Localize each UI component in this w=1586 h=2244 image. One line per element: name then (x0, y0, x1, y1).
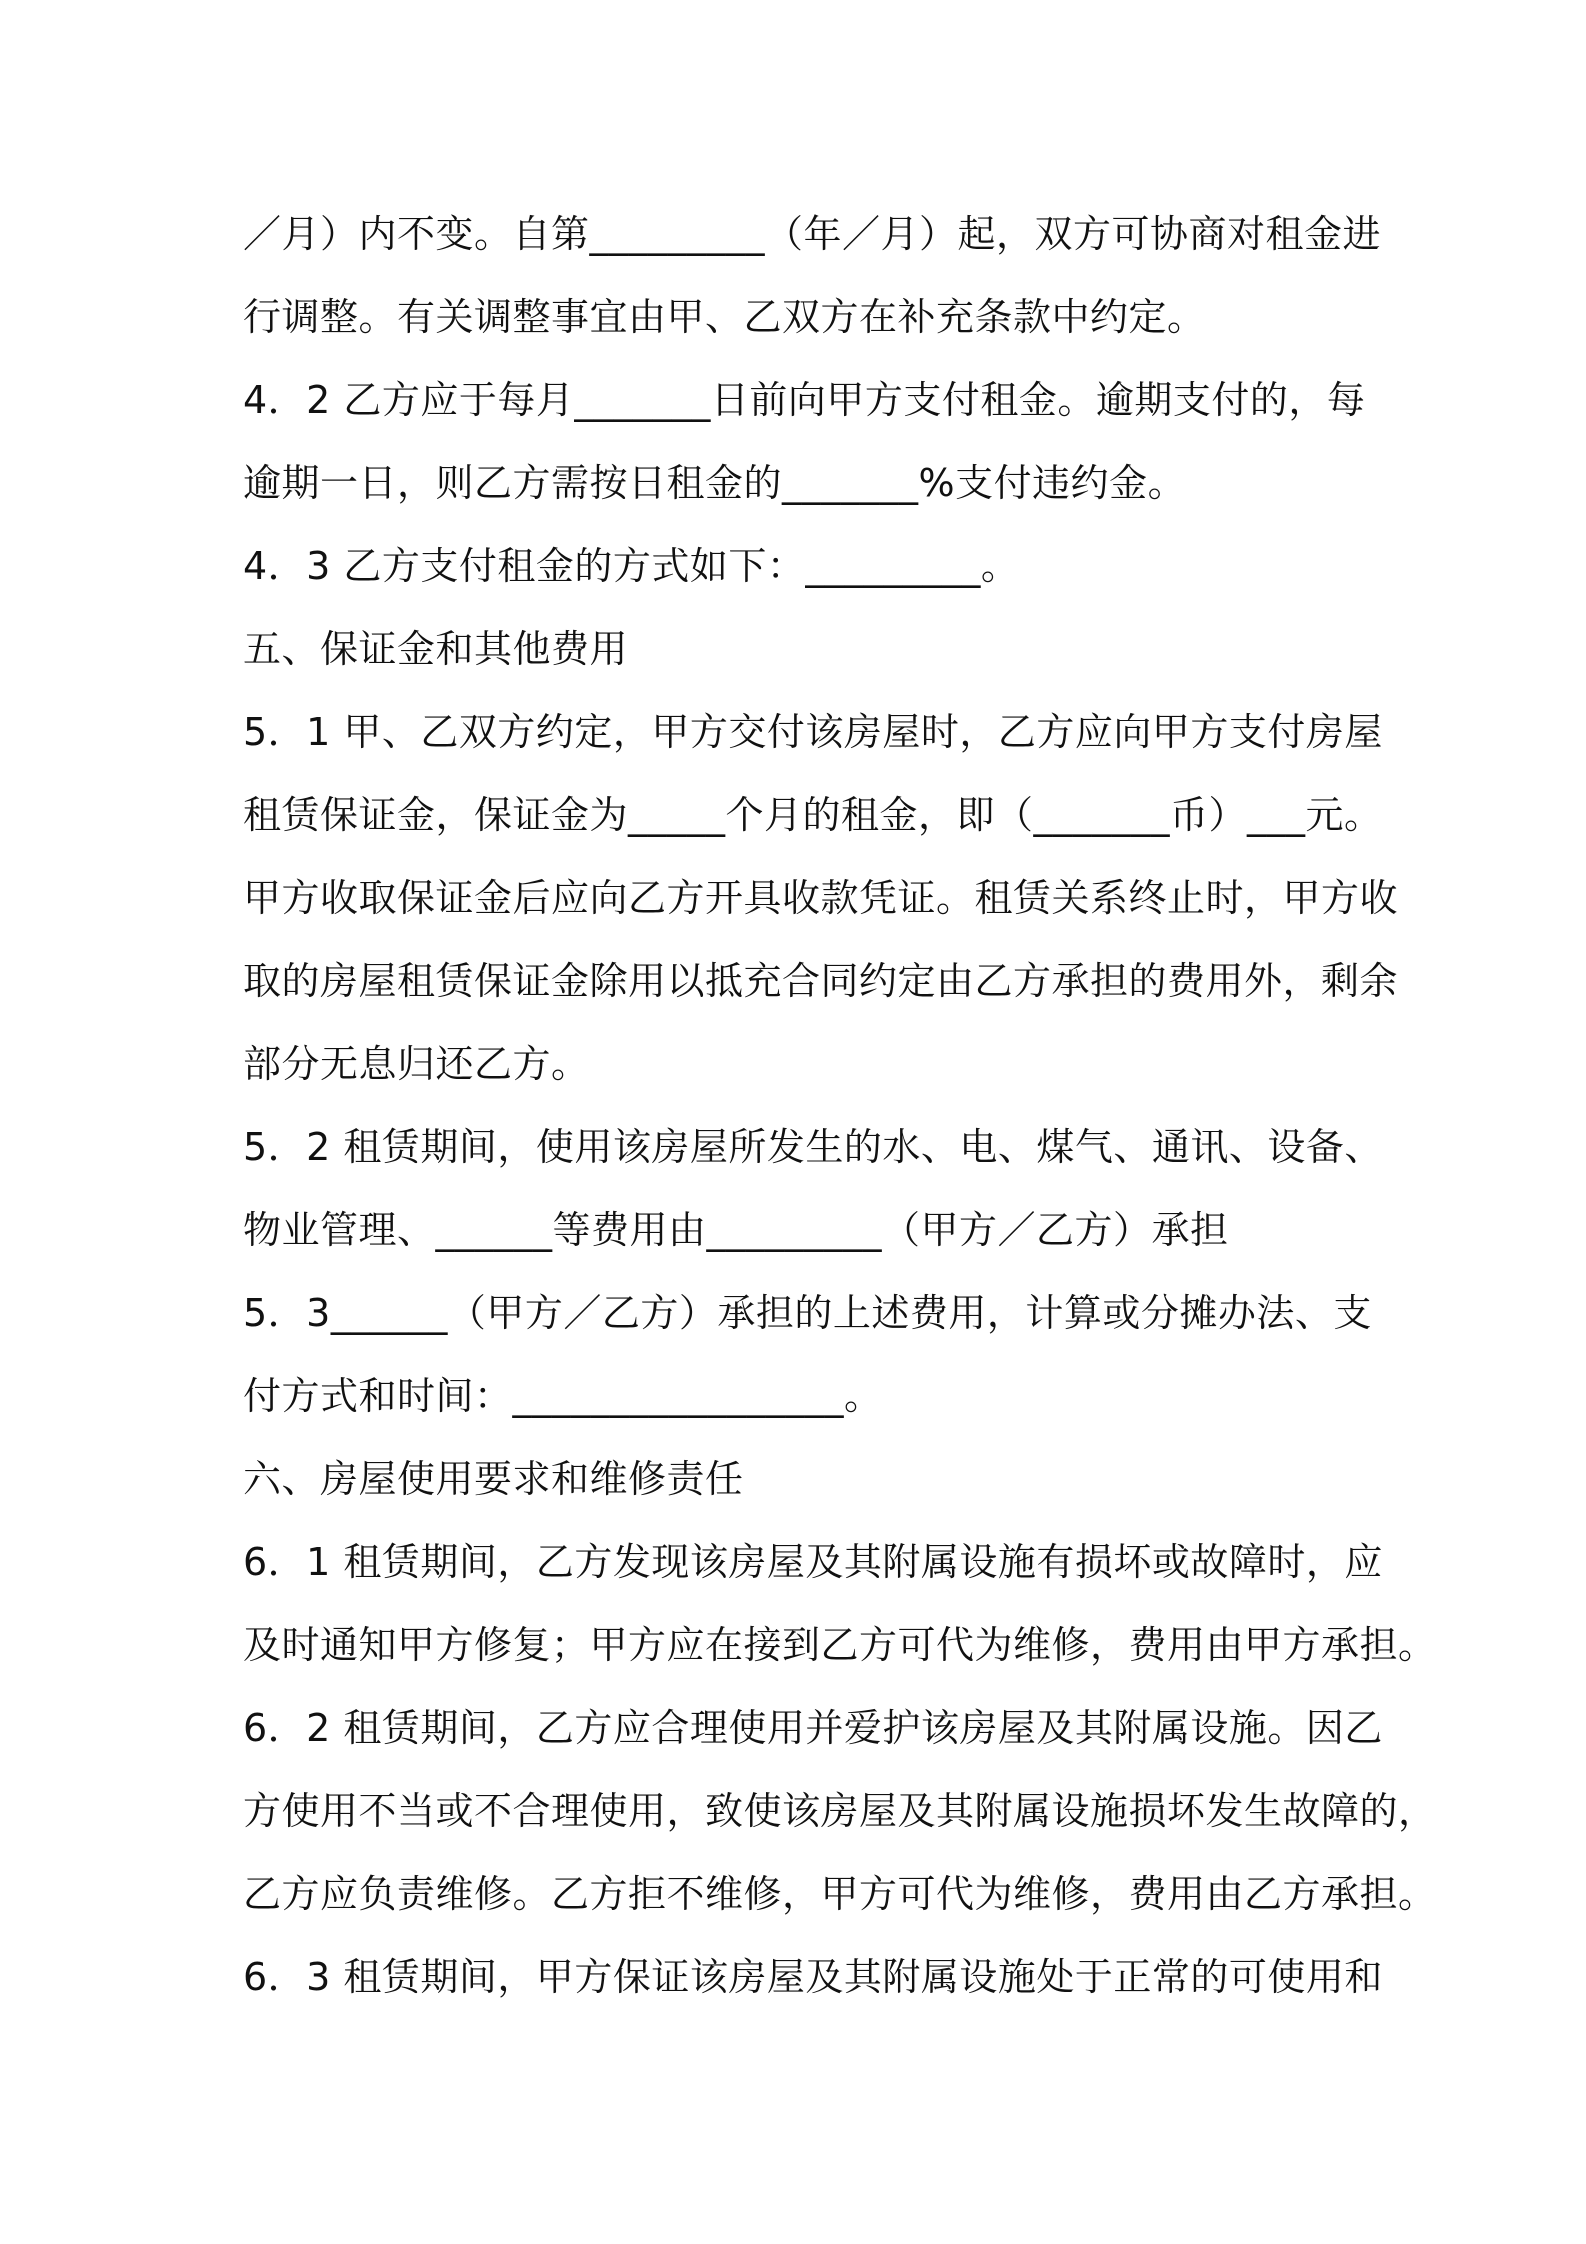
section-6-heading: 六、房屋使用要求和维修责任 (243, 1457, 744, 1501)
clause-6-2-line-2: 方使用不当或不合理使用，致使该房屋及其附属设施损坏发生故障的， (243, 1789, 1437, 1833)
clause-5-1-line-1: 5．1 甲、乙双方约定，甲方交付该房屋时，乙方应向甲方支付房屋 (243, 710, 1383, 754)
clause-6-2-line-3: 乙方应负责维修。乙方拒不维修，甲方可代为维修，费用由乙方承担。 (243, 1872, 1437, 1916)
clause-5-1-line-2: 租赁保证金，保证金为_____个月的租金，即（_______币）___元。 (243, 793, 1383, 837)
clause-6-1-line-1: 6．1 租赁期间，乙方发现该房屋及其附属设施有损坏或故障时，应 (243, 1540, 1383, 1584)
clause-6-1-line-2: 及时通知甲方修复；甲方应在接到乙方可代为维修，费用由甲方承担。 (243, 1623, 1437, 1667)
text-line-2: 行调整。有关调整事宜由甲、乙双方在补充条款中约定。 (243, 295, 1206, 339)
clause-5-1-line-5: 部分无息归还乙方。 (243, 1042, 590, 1086)
clause-4-3: 4．3 乙方支付租金的方式如下：_________。 (243, 544, 1020, 588)
document-body (243, 193, 1437, 2019)
clause-5-1-line-4: 取的房屋租赁保证金除用以抵充合同约定由乙方承担的费用外，剩余 (243, 959, 1399, 1003)
section-5-heading: 五、保证金和其他费用 (243, 627, 629, 671)
clause-6-3-line-1: 6．3 租赁期间，甲方保证该房屋及其附属设施处于正常的可使用和 (243, 1955, 1383, 1999)
clause-5-3-line-1: 5．3______（甲方／乙方）承担的上述费用，计算或分摊办法、支 (243, 1291, 1372, 1335)
text-line-1: ／月）内不变。自第_________（年／月）起，双方可协商对租金进 (243, 212, 1382, 256)
clause-4-2-line-1: 4．2 乙方应于每月_______日前向甲方支付租金。逾期支付的，每 (243, 378, 1366, 422)
clause-5-2-line-1: 5．2 租赁期间，使用该房屋所发生的水、电、煤气、通讯、设备、 (243, 1125, 1383, 1169)
clause-5-1-line-3: 甲方收取保证金后应向乙方开具收款凭证。租赁关系终止时，甲方收 (243, 876, 1399, 920)
clause-5-2-line-2: 物业管理、______等费用由_________（甲方／乙方）承担 (243, 1208, 1229, 1252)
clause-4-2-line-2: 逾期一日，则乙方需按日租金的_______%支付违约金。 (243, 461, 1187, 505)
clause-6-2-line-1: 6．2 租赁期间，乙方应合理使用并爱护该房屋及其附属设施。因乙 (243, 1706, 1383, 1750)
clause-5-3-line-2: 付方式和时间：_________________。 (243, 1374, 883, 1418)
